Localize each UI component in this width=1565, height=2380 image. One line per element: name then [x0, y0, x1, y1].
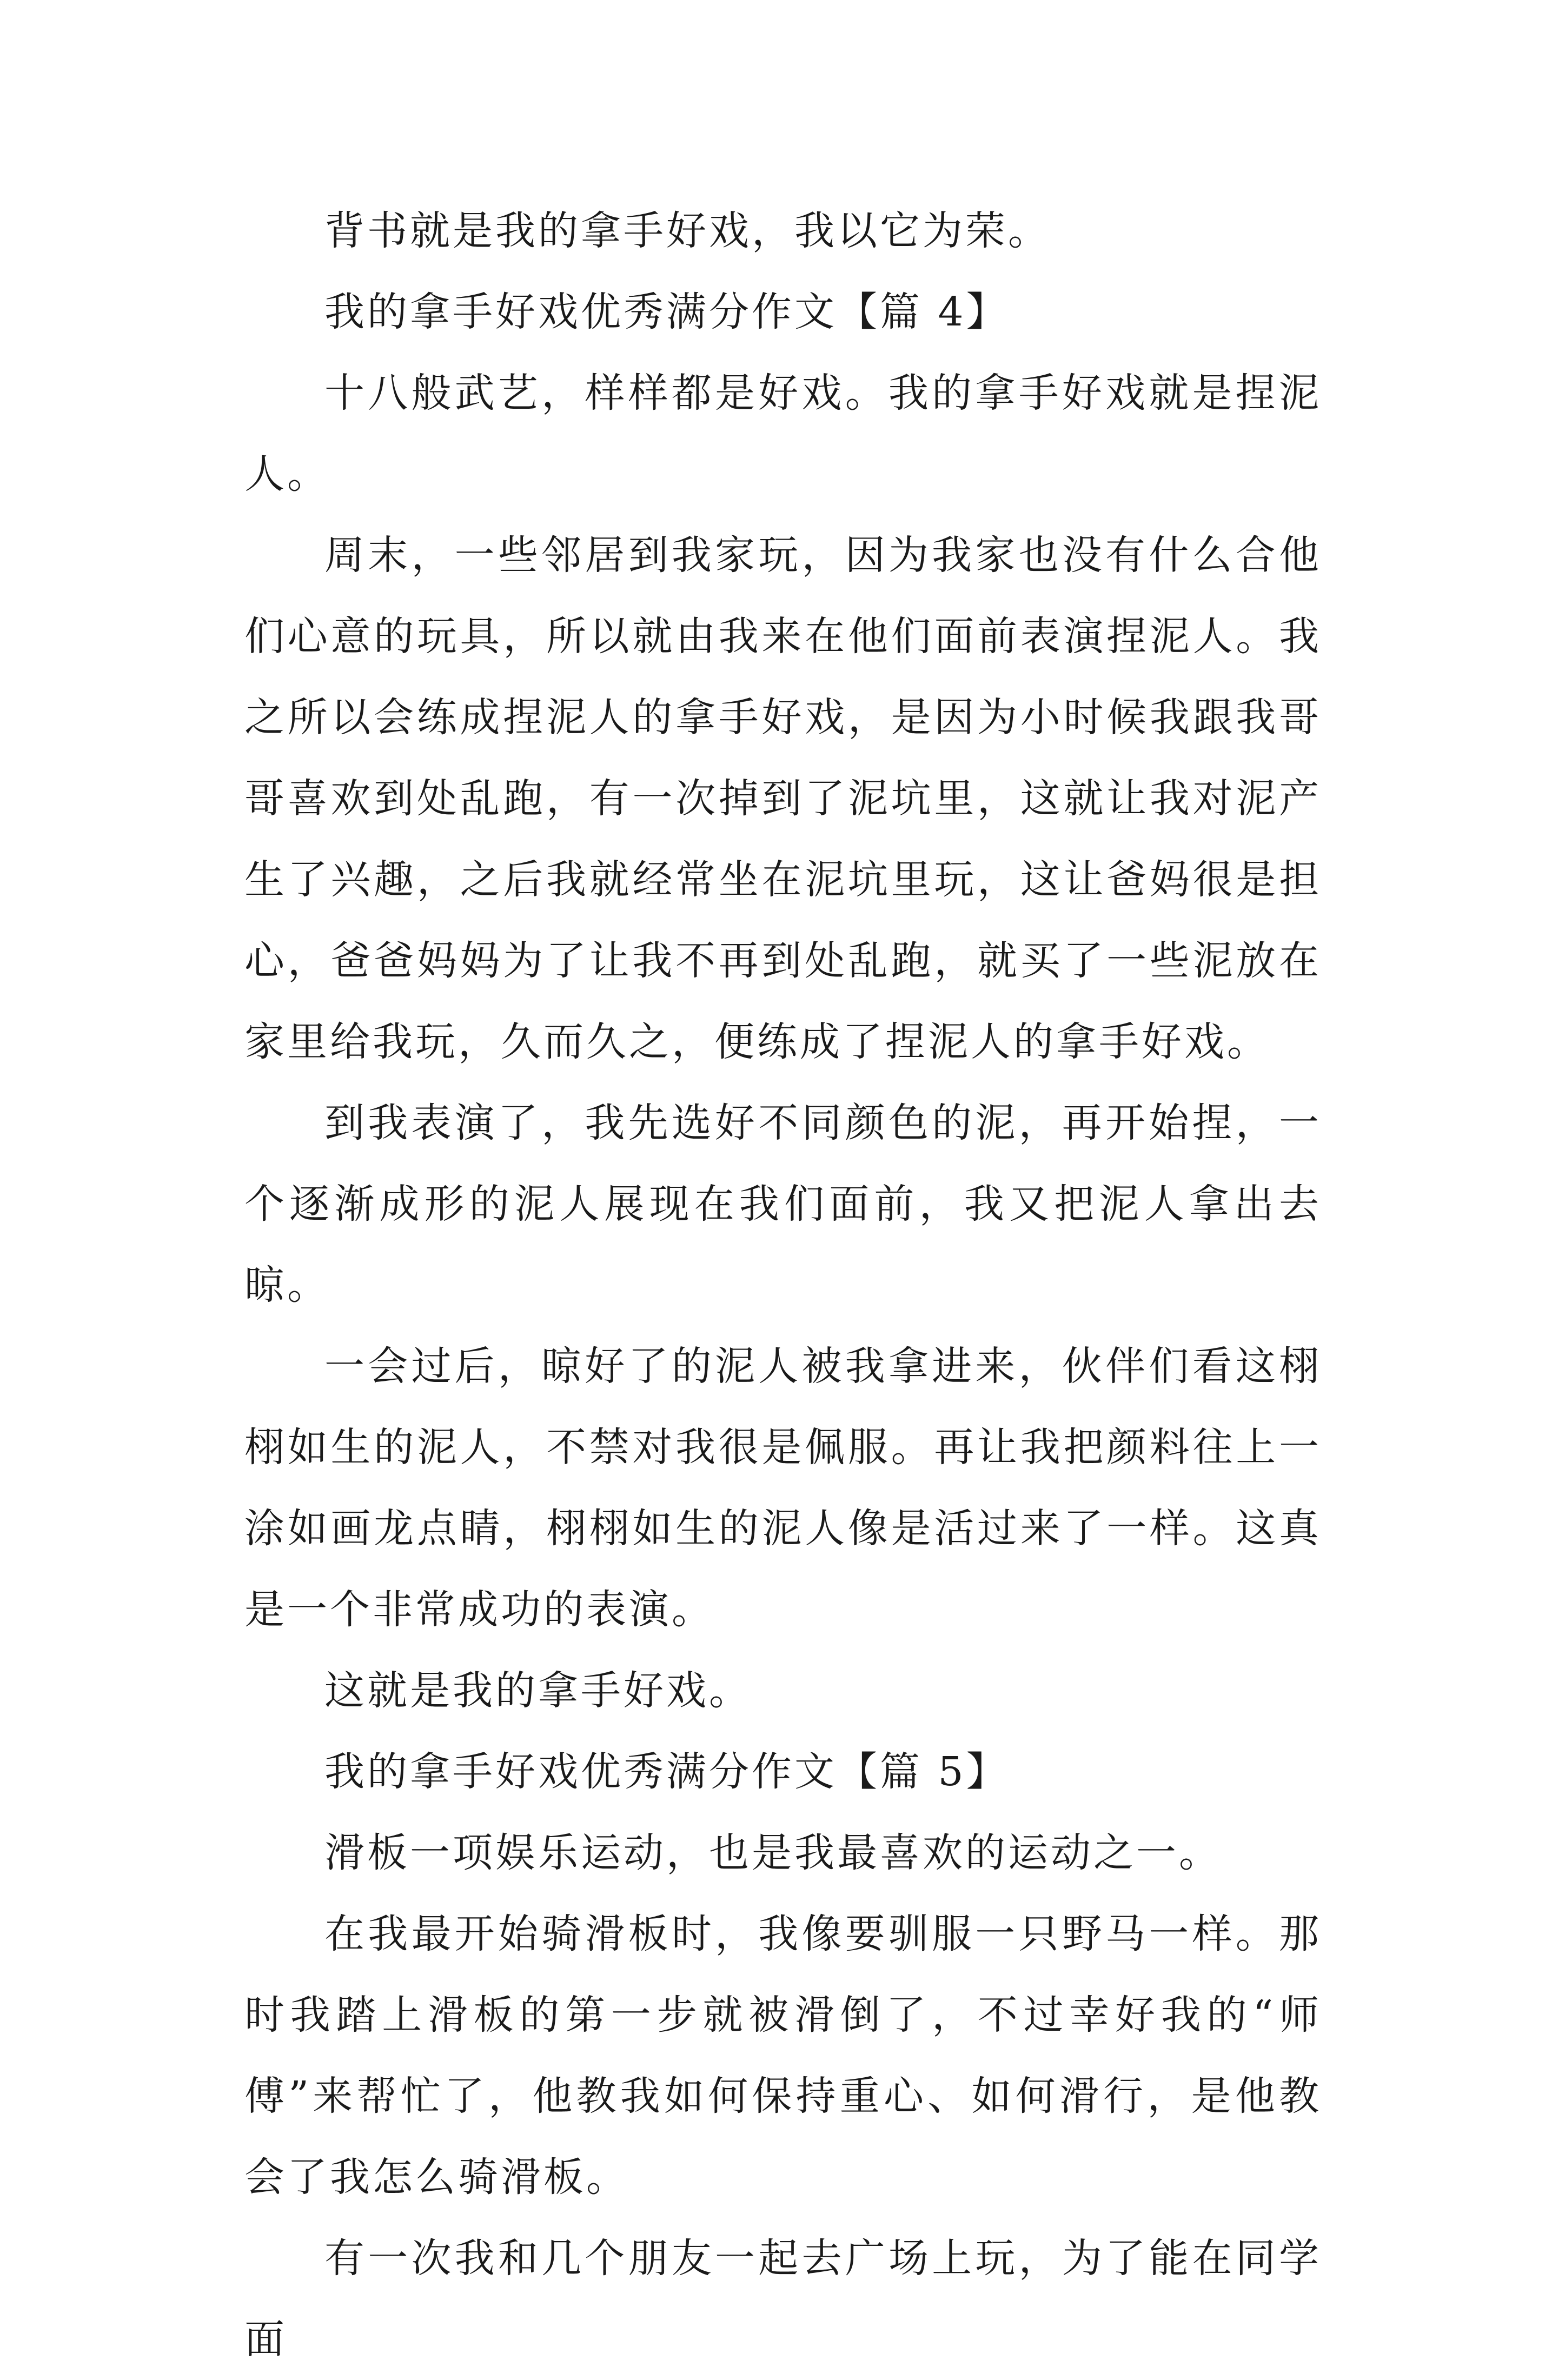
section-heading-5: 我的拿手好戏优秀满分作文【篇 5】 [324, 1749, 1009, 1795]
paragraph-performance: 到我表演了，我先选好不同颜色的泥，再开始捏，一个逐渐成形的泥人展现在我们面前，我又把泥人拿出去晾。 [244, 1100, 1322, 1308]
paragraph-clay-conclusion: 这就是我的拿手好戏。 [324, 1667, 752, 1714]
paragraph-intro-clay: 十八般武艺，样样都是好戏。我的拿手好戏就是捏泥人。 [244, 370, 1322, 497]
paragraph-skateboard-learning: 在我最开始骑滑板时，我像要驯服一只野马一样。那时我踏上滑板的第一步就被滑倒了，不过幸好我的“师傅”来帮忙了，他教我如何保持重心、如何滑行，是他教会了我怎么骑滑板。 [244, 1911, 1322, 2200]
paragraph-admiration: 一会过后，晾好了的泥人被我拿进来，伙伴们看这栩栩如生的泥人，不禁对我很是佩服。再让我把颜料往上一涂如画龙点睛，栩栩如生的泥人像是活过来了一样。这真是一个非常成功的表演。 [244, 1343, 1322, 1633]
paragraph-skateboard-square: 有一次我和几个朋友一起去广场上玩，为了能在同学面 [244, 2235, 1322, 2363]
document-body [244, 190, 1322, 2380]
section-heading-4: 我的拿手好戏优秀满分作文【篇 4】 [324, 289, 1009, 335]
paragraph-skateboard-intro: 滑板一项娱乐运动，也是我最喜欢的运动之一。 [324, 1830, 1222, 1876]
paragraph-weekend-story: 周末，一些邻居到我家玩，因为我家也没有什么合他们心意的玩具，所以就由我来在他们面前表演捏泥人。我之所以会练成捏泥人的拿手好戏，是因为小时候我跟我哥哥喜欢到处乱跑，有一次掉到了泥坑里，这就让我对泥产生了兴趣，之后我就经常坐在泥坑里玩，这让爸妈很是担心，爸爸妈妈为了让我不再到处乱跑，就买了一些泥放在家里给我玩，久而久之，便练成了捏泥人的拿手好戏。 [244, 532, 1322, 1065]
paragraph-recite-conclusion: 背书就是我的拿手好戏，我以它为荣。 [324, 208, 1051, 254]
